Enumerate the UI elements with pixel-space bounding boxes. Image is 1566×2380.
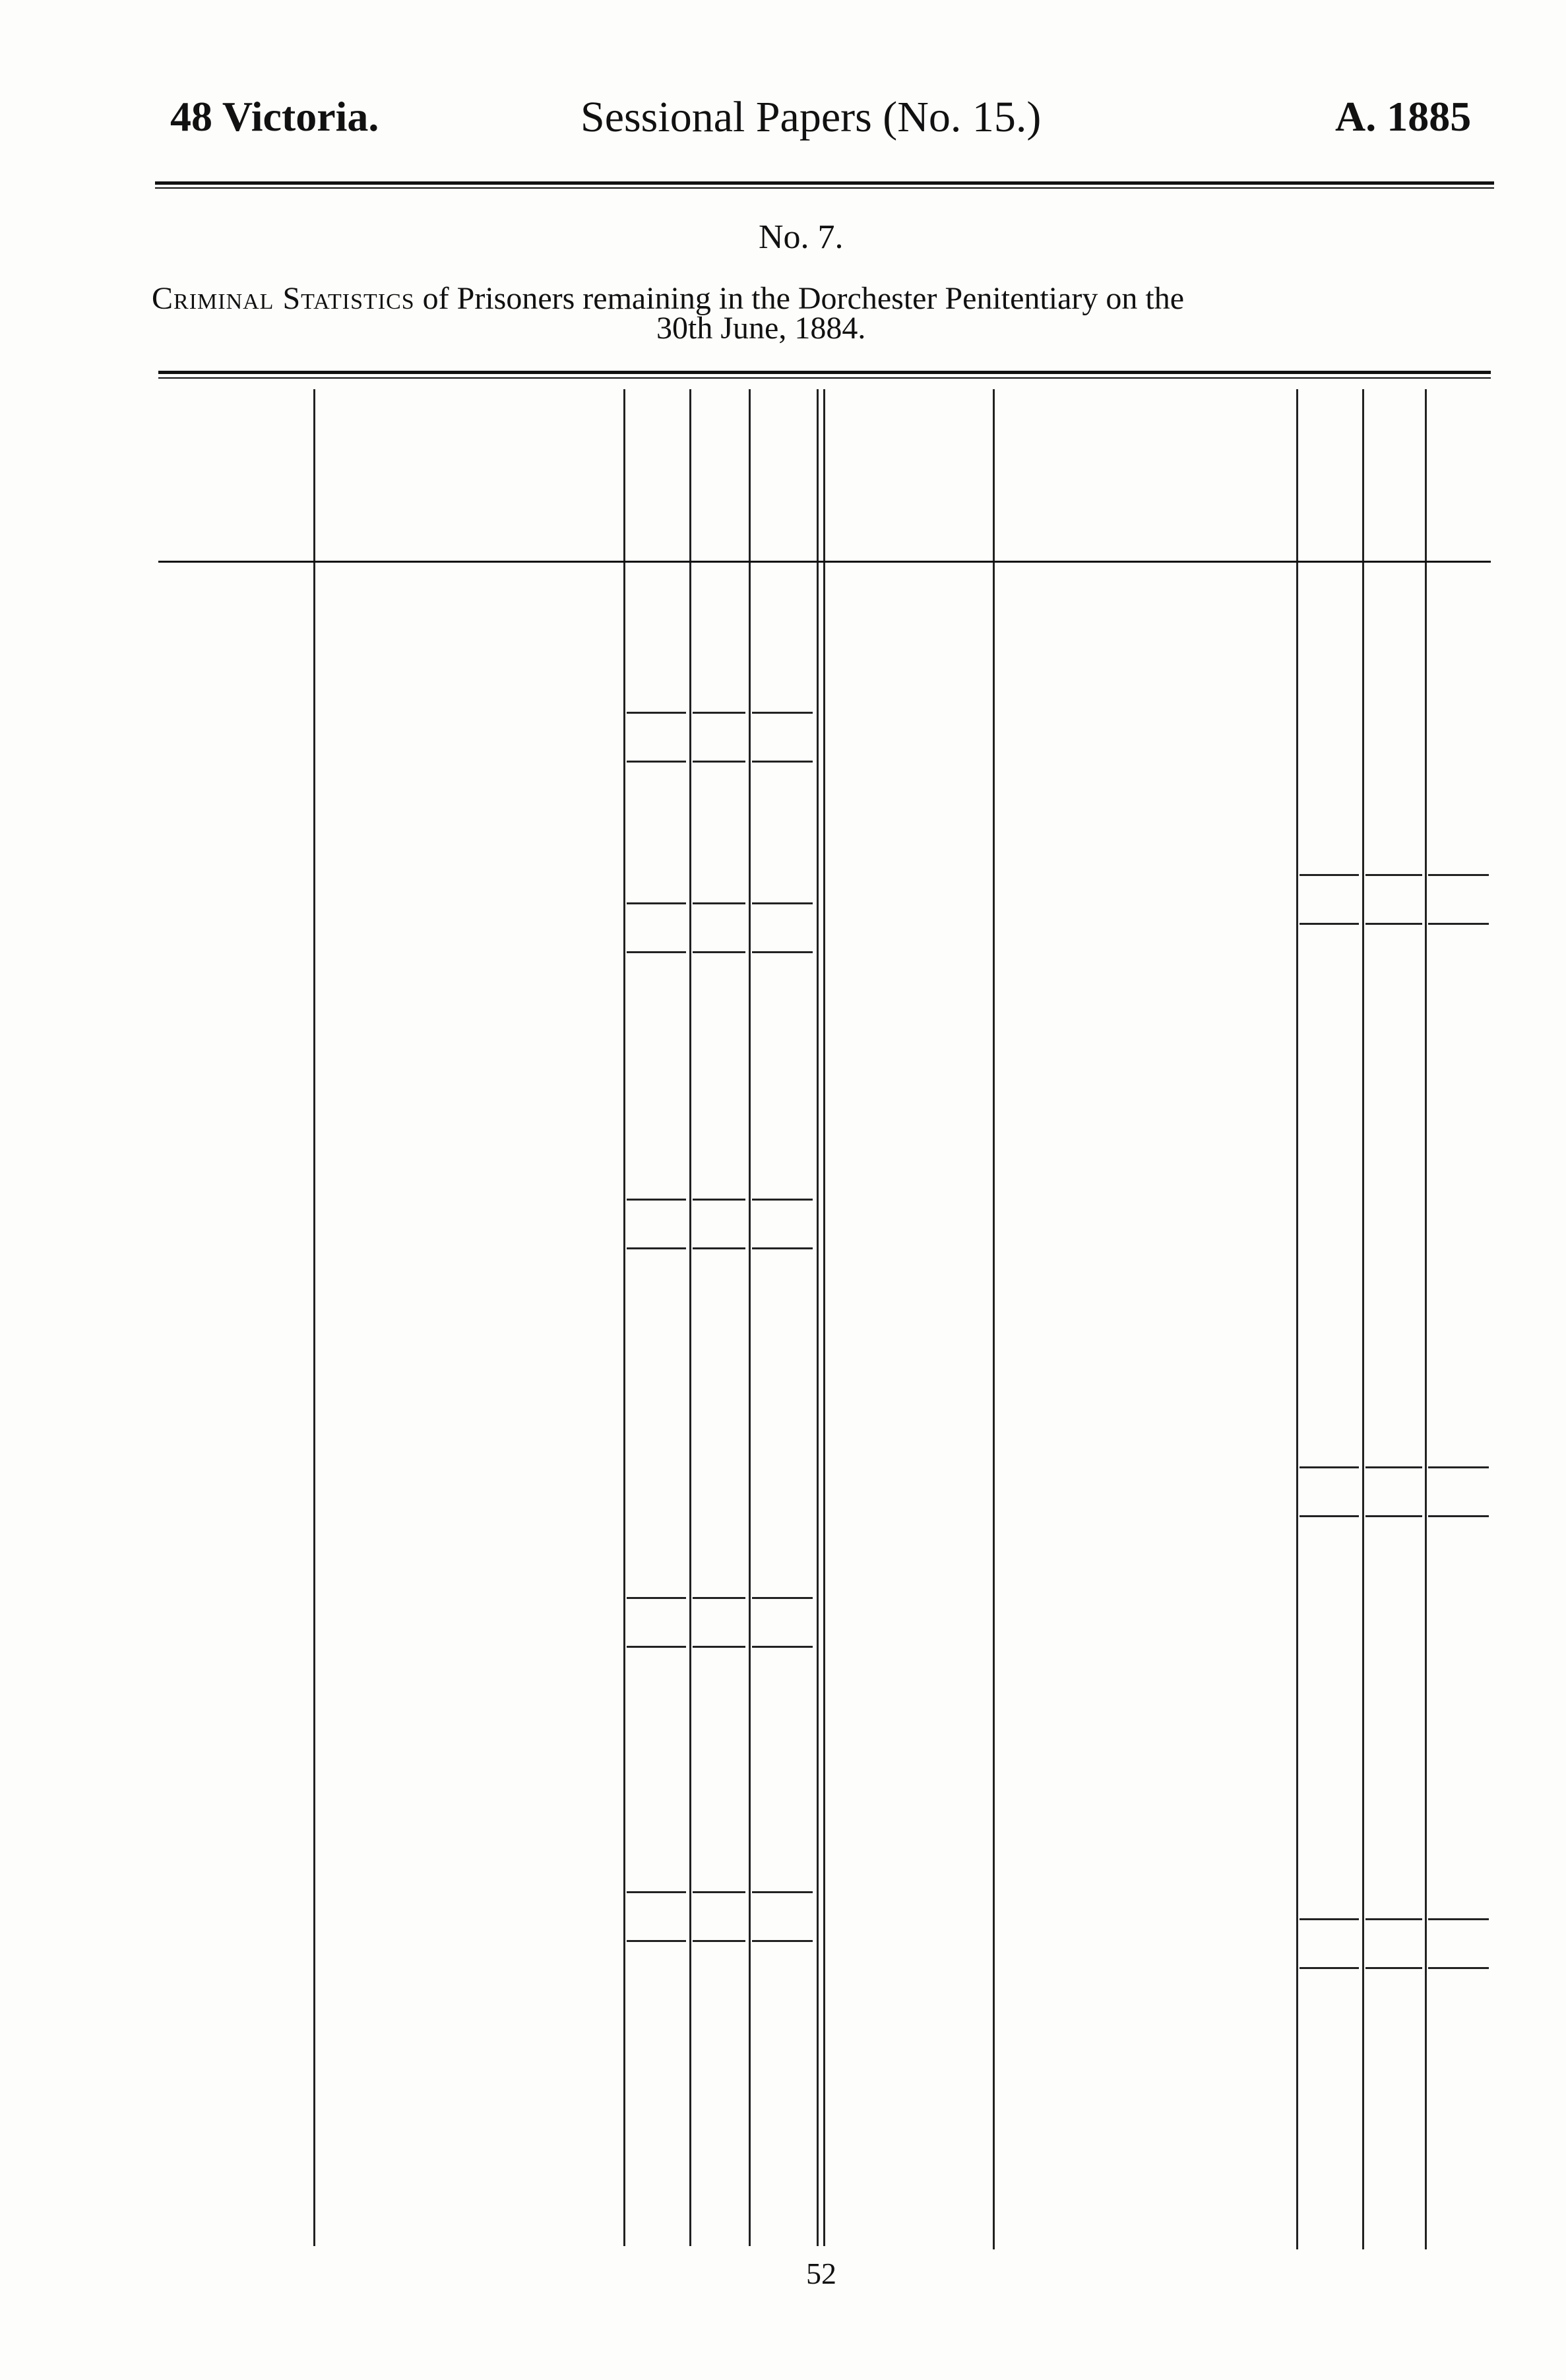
sum-rule [1300,1466,1359,1468]
sum-rule [627,902,686,904]
sum-rule [693,761,745,763]
sum-rule [752,902,813,904]
sum-rule [693,951,745,953]
sum-rule [752,951,813,953]
sum-rule [693,712,745,714]
sum-rule [1428,1466,1489,1468]
sum-rule [1428,1515,1489,1517]
column-rule [313,389,315,2246]
sum-rule [1365,1515,1422,1517]
sum-rule [627,1940,686,1942]
sum-rule [752,712,813,714]
sum-rule [1365,923,1422,925]
column-rule [817,389,819,2246]
sum-rule [1428,923,1489,925]
sum-rule [752,1247,813,1249]
sum-rule [1300,874,1359,876]
column-rule [823,389,825,2246]
sum-rule [1365,1466,1422,1468]
sum-rule [627,1646,686,1648]
sum-rule [693,1597,745,1599]
sum-rule [693,1940,745,1942]
sum-rule [627,761,686,763]
sum-rule [752,1199,813,1201]
header-rule [155,181,1494,185]
column-rule [749,389,751,2246]
title-prefix: Criminal Statistics [152,281,415,316]
header-volume: 48 Victoria. [170,93,379,140]
sum-rule [752,1646,813,1648]
sum-rule [693,1646,745,1648]
sum-rule [1365,1967,1422,1969]
sum-rule [752,1940,813,1942]
sum-rule [693,902,745,904]
title-line2: 30th June, 1884. [656,311,866,346]
column-rule [1296,389,1298,2249]
sum-rule [1365,874,1422,876]
header-year: A. 1885 [1335,93,1472,140]
column-rule [993,389,995,2249]
column-header-rule [158,561,1491,563]
sum-rule [693,1199,745,1201]
table-top-rule [158,371,1491,374]
sum-rule [1428,1918,1489,1920]
sum-rule [693,1247,745,1249]
sum-rule [752,1597,813,1599]
sum-rule [1300,1918,1359,1920]
sum-rule [627,951,686,953]
sum-rule [752,761,813,763]
sum-rule [1300,1967,1359,1969]
sum-rule [1428,1967,1489,1969]
sum-rule [1300,923,1359,925]
sum-rule [627,1199,686,1201]
sum-rule [627,1247,686,1249]
column-rule [1425,389,1427,2249]
header-title: Sessional Papers (No. 15.) [580,93,1042,141]
sum-rule [693,1891,745,1893]
column-rule [689,389,691,2246]
sum-rule [1428,874,1489,876]
title-line1: of Prisoners remaining in the Dorchester Penitentiary on the [422,281,1185,316]
table-top-rule-thin [158,377,1491,379]
sum-rule [1365,1918,1422,1920]
column-rule [623,389,625,2246]
sum-rule [627,1891,686,1893]
sum-rule [627,712,686,714]
sum-rule [1300,1515,1359,1517]
sum-rule [627,1597,686,1599]
header-rule-thin [155,187,1494,189]
column-rule [1362,389,1364,2249]
document-number: No. 7. [759,218,844,256]
sum-rule [752,1891,813,1893]
page-number: 52 [806,2257,836,2290]
